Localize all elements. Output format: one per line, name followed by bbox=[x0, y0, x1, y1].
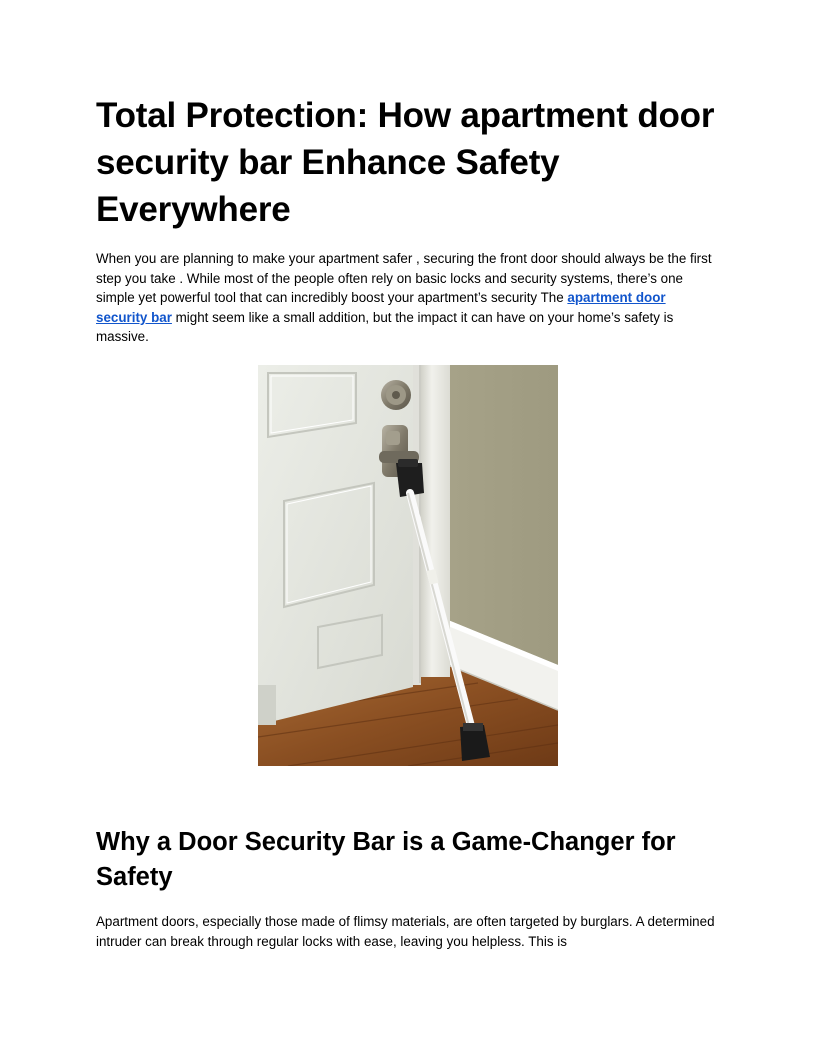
intro-text-before-link: When you are planning to make your apartment safer , securing the front door should always be the first step you take . While most of the people often rely on basic locks and security systems, there’s one simple yet powerful tool that can incredibly boost your apartment’s security The bbox=[96, 251, 712, 306]
door-security-bar-photo bbox=[258, 365, 558, 766]
section-paragraph: Apartment doors, especially those made of flimsy materials, are often targeted by burglars. A determined intruder can break through regular locks with ease, leaving you helpless. This is bbox=[96, 914, 715, 949]
security-bar-link[interactable]: apartment door security bar bbox=[96, 290, 666, 325]
article-title: Total Protection: How apartment door security bar Enhance Safety Everywhere bbox=[96, 96, 715, 229]
intro-text-after-link: might seem like a small addition, but the impact it can have on your home’s safety is massive. bbox=[96, 309, 674, 345]
intro-paragraph bbox=[96, 249, 720, 347]
section-heading: Why a Door Security Bar is a Game-Changer for Safety bbox=[96, 828, 676, 891]
